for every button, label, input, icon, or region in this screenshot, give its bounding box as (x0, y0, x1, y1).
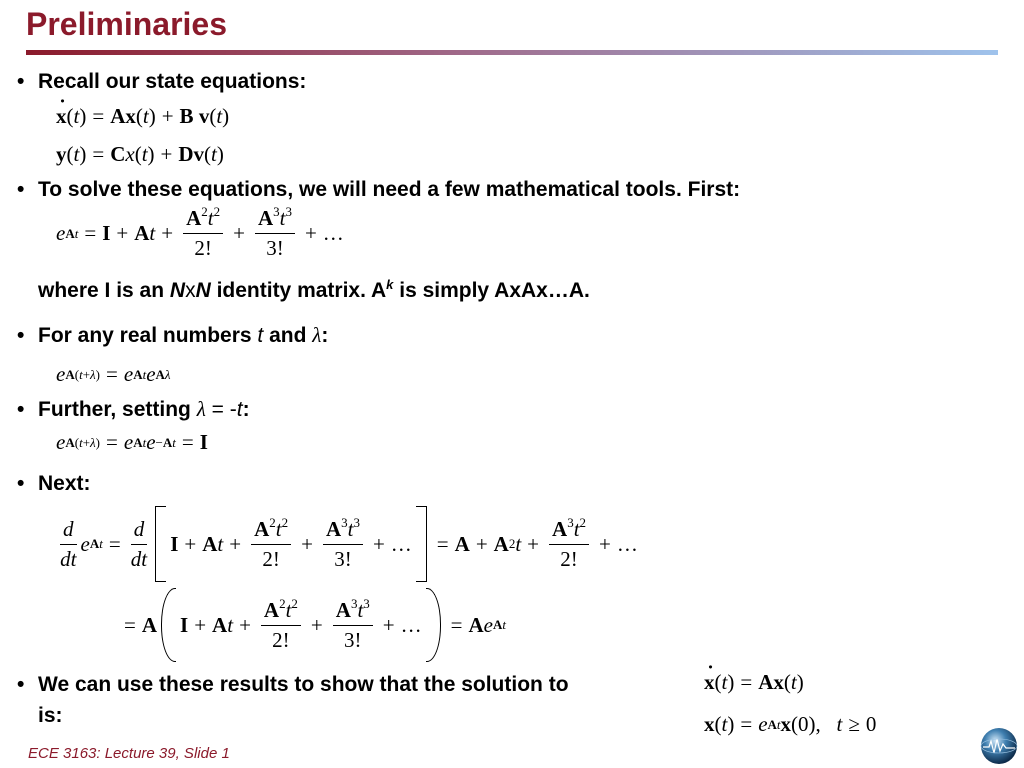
globe-logo-icon (980, 727, 1018, 765)
slide-title: Preliminaries (26, 6, 227, 42)
bullet-solution-continued: is: (38, 704, 63, 727)
bullet-text: Recall our state equations: (38, 70, 307, 93)
bullet-text: To solve these equations, we will need a few mathematical tools. First: (38, 178, 741, 201)
bullet-dot: • (17, 70, 25, 93)
equation-state-1: ˙ x ( t ) = Ax ( t ) + B v ( t ) (56, 104, 229, 129)
identity-matrix-note: where I is an NxN identity matrix. $A^k$ is simply AxAx…A. (38, 277, 590, 302)
equation-exponential-series: e At = I + A t + $\frac{A^2t^2}{2!}$ + $\frac{A^3t^3}{3!}$ + … (56, 204, 344, 260)
equation-exponent-identity: e A(t+λ) = e At e −At = I (56, 430, 208, 454)
slide-footer: ECE 3163: Lecture 39, Slide 1 (28, 745, 230, 762)
equation-derivative-1: $\frac{d}{dt}$ e At = $\frac{d}{dt}$ I + A t + $\frac{A^2t^2}{2!}$ + $\frac{A^3t^3}{3!}$ + … = A + A 2 t + $\frac{A^3t^2}{2!}$ + … (56, 506, 638, 582)
bullet-real-numbers: • For any real numbers t and λ: (17, 323, 329, 347)
equation-state-2: y ( t ) = C x ( t ) + Dv ( t ) (56, 142, 224, 166)
equation-homogeneous: ˙ x ( t ) = Ax ( t ) (704, 670, 804, 695)
title-rule (26, 50, 998, 55)
bullet-dot: • (17, 398, 25, 421)
bullet-dot: • (17, 178, 25, 201)
equation-solution: x ( t ) = e At x (0), t ≥ 0 (704, 712, 877, 736)
bullet-solution: • We can use these results to show that the solution to (17, 673, 569, 696)
bullet-dot: • (17, 324, 25, 347)
equation-derivative-2: = A I + A t + $\frac{A^2t^2}{2!}$ + $\frac{A^3t^3}{3!}$ + … = A e At (118, 588, 506, 662)
bullet-dot: • (17, 673, 25, 696)
equation-exponent-addition: e A(t+λ) = e At e Aλ (56, 362, 171, 386)
bullet-state-equations (17, 70, 306, 94)
bullet-dot: • (17, 472, 25, 495)
bullet-next: • Next: (17, 472, 91, 495)
bullet-math-tools (17, 178, 740, 202)
bullet-further-setting: • Further, setting λ = -t: (17, 397, 250, 421)
